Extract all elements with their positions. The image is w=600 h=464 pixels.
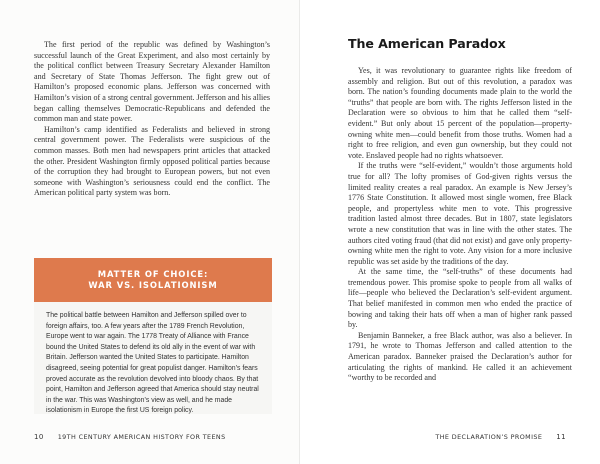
- sidebar-body-text: The political battle between Hamilton and Jefferson spilled over to foreign affairs, too. A few years after the 1789 French Revolution, Europe went to war again. The 1778 Treaty of Alliance with France bound the United States to defend its old ally in the event of war with Britain. Jefferson wanted the United States to participate. Hamilton disagreed, seeing potential for great populist danger. Hamilton’s fears proved accurate as the revolution devolved into bloody chaos. By that point, Hamilton and Jefferson agreed that America should stay neutral in the war. This was Washington’s view as well, and he made isolationism in Europe the first US foreign policy.: [46, 312, 259, 415]
- left-running-head: 19TH CENTURY AMERICAN HISTORY FOR TEENS: [57, 433, 226, 441]
- left-body-text: [34, 40, 270, 199]
- right-paragraph-3: At the same time, the “self-truths” of these documents had tremendous power. This promise spoke to people from all walks of life—people who believed the Declaration’s self-evident argument. That belief manifested in common men who ended the practice of bowing and taking their hats off when a man of higher rank passed by.: [348, 267, 572, 330]
- sidebar-body: [34, 302, 272, 417]
- sidebar-title-line-1: MATTER OF CHOICE:: [97, 269, 209, 279]
- sidebar-box: [34, 258, 272, 414]
- left-paragraph-2: Hamilton’s camp identified as Federalists and believed in strong central government power. The Federalists were suspicious of the common masses. Both men had newspapers print articles that attacked the other. President Washington firmly opposed political parties because of the corruption they had brought to European powers, but not even someone with Washington’s seriousness could end the conflict. The American political party system was born.: [34, 124, 270, 198]
- right-paragraph-2: If the truths were “self-evident,” wouldn’t those arguments hold true for all? The lofty promises of God-given rights versus the limited reality creates a real paradox. An example is New Jersey’s 1776 State Constitution. It allowed most single women, free Black people, and propertyless white men to vote. This progressive tradition lasted almost three decades. But in 1807, state legislators wrote a new constitution that was in line with the other states. The authors cited voting fraud (that did not exist) and gave only property-owning white men the right to vote. Any vision for a more inclusive republic was set aside by the traditions of the day.: [348, 161, 572, 266]
- left-paragraph-1: The first period of the republic was defined by Washington’s successful launch of the Great Experiment, and also most certainly by the political conflict between Treasury Secretary Alexander Hamilton and Secretary of State Thomas Jefferson. The fight grew out of Hamilton’s proposed economic plans. Jefferson was concerned with Hamilton’s vision of a strong central government. Jefferson and his allies began calling themselves Democratic-Republicans and defended the common man and state power.: [34, 40, 270, 124]
- right-running-head: THE DECLARATION’S PROMISE: [435, 433, 543, 441]
- sidebar-header: [34, 258, 272, 302]
- left-footer: [34, 433, 226, 441]
- right-footer: [435, 433, 566, 441]
- left-page-number: 10: [34, 433, 44, 441]
- right-paragraph-1: Yes, it was revolutionary to guarantee rights like freedom of assembly and religion. But out of this revolution, a paradox was born. The nation’s founding documents made plain to the world the “truths” that people are born with. The rights Jefferson listed in the Declaration were so obvious to him that he called them “self-evident.” But only about 15 percent of the population—property-owning white men—could benefit from those truths. Women had a right to free religion, and even gun ownership, but they could not vote. Enslaved people had no rights whatsoever.: [348, 66, 572, 160]
- sidebar-title-line-2: WAR VS. ISOLATIONISM: [88, 280, 218, 290]
- right-body-text: [348, 66, 572, 384]
- section-heading: The American Paradox: [348, 36, 506, 51]
- right-paragraph-4: Benjamin Banneker, a free Black author, was also a believer. In 1791, he wrote to Thomas Jefferson and called attention to the American paradox. Banneker praised the Declaration’s author for articulating the rights of mankind. He called it an achievement “worthy to be recorded and: [348, 330, 572, 383]
- right-page-number: 11: [556, 433, 566, 441]
